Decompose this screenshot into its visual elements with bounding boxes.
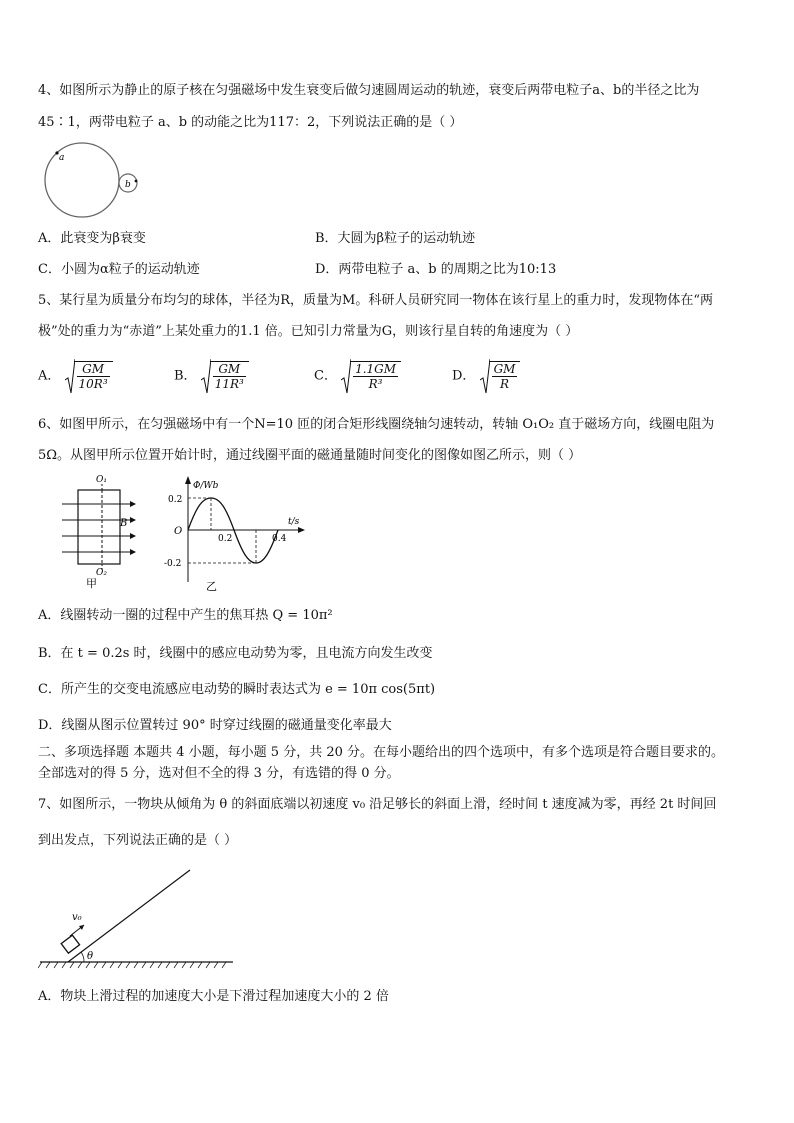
coil-frame: [78, 490, 120, 564]
field-arrow-4: [130, 549, 136, 555]
section2-heading-line2: 全部选对的得 5 分，选对但不全的得 3 分，有选错的得 0 分。: [38, 766, 400, 781]
sqrt-sign: [201, 358, 249, 394]
v0-label: v₀: [72, 912, 82, 923]
ground-hatching: [38, 962, 226, 968]
q6-figure-yi: [160, 470, 310, 595]
q6-option-d: D．线圈从图示位置转过 90° 时穿过线圈的磁通量变化率最大: [38, 718, 392, 733]
q5-b-numerator: GM: [213, 362, 246, 377]
field-arrow-2: [130, 517, 136, 523]
q5-b-denominator: 11R³: [214, 377, 244, 391]
section2-heading-line1: 二、多项选择题 本题共 4 小题，每小题 5 分，共 20 分。在每小题给出的四个选项中，有多个选项是符合题目要求的。: [38, 745, 725, 760]
q7-incline-figure: [38, 862, 238, 972]
field-arrow-3: [130, 533, 136, 539]
q5-a-numerator: GM: [77, 362, 110, 377]
figure-jia-caption: 甲: [86, 577, 97, 590]
q4-option-d: D．两带电粒子 a、b 的周期之比为10:13: [315, 262, 557, 277]
q5-option-c-label: C．: [314, 368, 337, 384]
q4-option-a: A．此衰变为β衰变: [38, 231, 146, 246]
x-tick-1: 0.2: [218, 534, 233, 544]
q4-orbit-figure: [40, 140, 150, 220]
q6-stem-line1: 6、如图甲所示，在匀强磁场中有一个N=10 匝的闭合矩形线圈绕轴匀速转动，转轴 O₁O₂ 直于磁场方向，线圈电阻为: [38, 417, 715, 432]
q5-option-b-label: B．: [174, 368, 197, 384]
q5-d-denominator: R: [499, 377, 510, 391]
q4-option-c: C．小圆为α粒子的运动轨迹: [38, 262, 200, 277]
block: [61, 935, 79, 953]
q5-c-denominator: R³: [368, 377, 383, 391]
q6-option-c: C．所产生的交变电流感应电动势的瞬时表达式为 e = 10π cos(5πt): [38, 682, 436, 697]
label-b: b: [125, 180, 131, 190]
x-axis-label: t/s: [288, 517, 300, 527]
q4-stem-line2: 45∶1，两带电粒子 a、b 的动能之比为117：2，下列说法正确的是（ ）: [38, 115, 463, 130]
q5-a-denominator: 10R³: [78, 377, 108, 391]
q7-stem-line2: 到出发点，下列说法正确的是（ ）: [38, 833, 238, 848]
q5-c-numerator: 1.1GM: [355, 362, 397, 376]
q5-option-a-label: A．: [38, 368, 61, 384]
q5-option-d-label: D．: [452, 368, 476, 384]
b-field-label: B: [120, 518, 128, 529]
velocity-arrowhead: [79, 925, 84, 930]
y-axis-arrow: [185, 476, 191, 484]
theta-label: θ: [87, 951, 94, 962]
y-axis-label: Φ/Wb: [193, 481, 219, 491]
q5-option-d: [452, 358, 520, 394]
q5-option-a: [38, 358, 113, 394]
label-a: a: [59, 153, 65, 163]
x-tick-2: 0.4: [272, 534, 287, 544]
origin-label: O: [174, 526, 183, 537]
o1-label: O₁: [96, 475, 107, 485]
q7-option-a: A．物块上滑过程的加速度大小是下滑过程加速度大小的 2 倍: [38, 989, 389, 1004]
incline-surface: [68, 870, 190, 962]
sqrt-sign: [65, 358, 113, 394]
q7-stem-line1: 7、如图所示，一物块从倾角为 θ 的斜面底端以初速度 v₀ 沿足够长的斜面上滑，经时间 t 速度减为零，再经 2t 时间回: [38, 797, 717, 812]
q4-option-b: B．大圆为β粒子的运动轨迹: [315, 231, 476, 246]
y-tick-top: 0.2: [168, 495, 183, 505]
q5-stem-line1: 5、某行星为质量分布均匀的球体，半径为R，质量为M。科研人员研究同一物体在该行星上的重力时，发现物体在“两: [38, 293, 714, 308]
q5-d-numerator: GM: [493, 362, 516, 376]
q6-figure-jia: [58, 470, 148, 590]
q6-option-a: A．线圈转动一圈的过程中产生的焦耳热 Q = 10π²: [38, 608, 333, 623]
q5-option-c: [314, 358, 401, 394]
sqrt-sign: [480, 358, 521, 394]
q4-stem-line1: 4、如图所示为静止的原子核在匀强磁场中发生衰变后做匀速圆周运动的轨迹，衰变后两带电粒子a、b的半径之比为: [38, 83, 700, 98]
x-axis-arrow: [298, 527, 305, 533]
q5-option-b: [174, 358, 249, 394]
field-arrow-1: [130, 501, 136, 507]
y-tick-bottom: -0.2: [164, 559, 182, 569]
sqrt-sign: [341, 358, 401, 394]
figure-yi-caption: 乙: [206, 580, 217, 593]
o2-label: O₂: [96, 568, 107, 578]
angle-arc: [81, 952, 84, 962]
q5-stem-line2: 极”处的重力为“赤道”上某处重力的1.1 倍。已知引力常量为G，则该行星自转的角速度为（ ）: [38, 324, 579, 339]
particle-b-dot: [135, 180, 138, 183]
q6-stem-line2: 5Ω。从图甲所示位置开始计时，通过线圈平面的磁通量随时间变化的图像如图乙所示，则（ ）: [38, 448, 582, 463]
q6-option-b: B．在 t = 0.2s 时，线圈中的感应电动势为零，且电流方向发生改变: [38, 646, 433, 661]
